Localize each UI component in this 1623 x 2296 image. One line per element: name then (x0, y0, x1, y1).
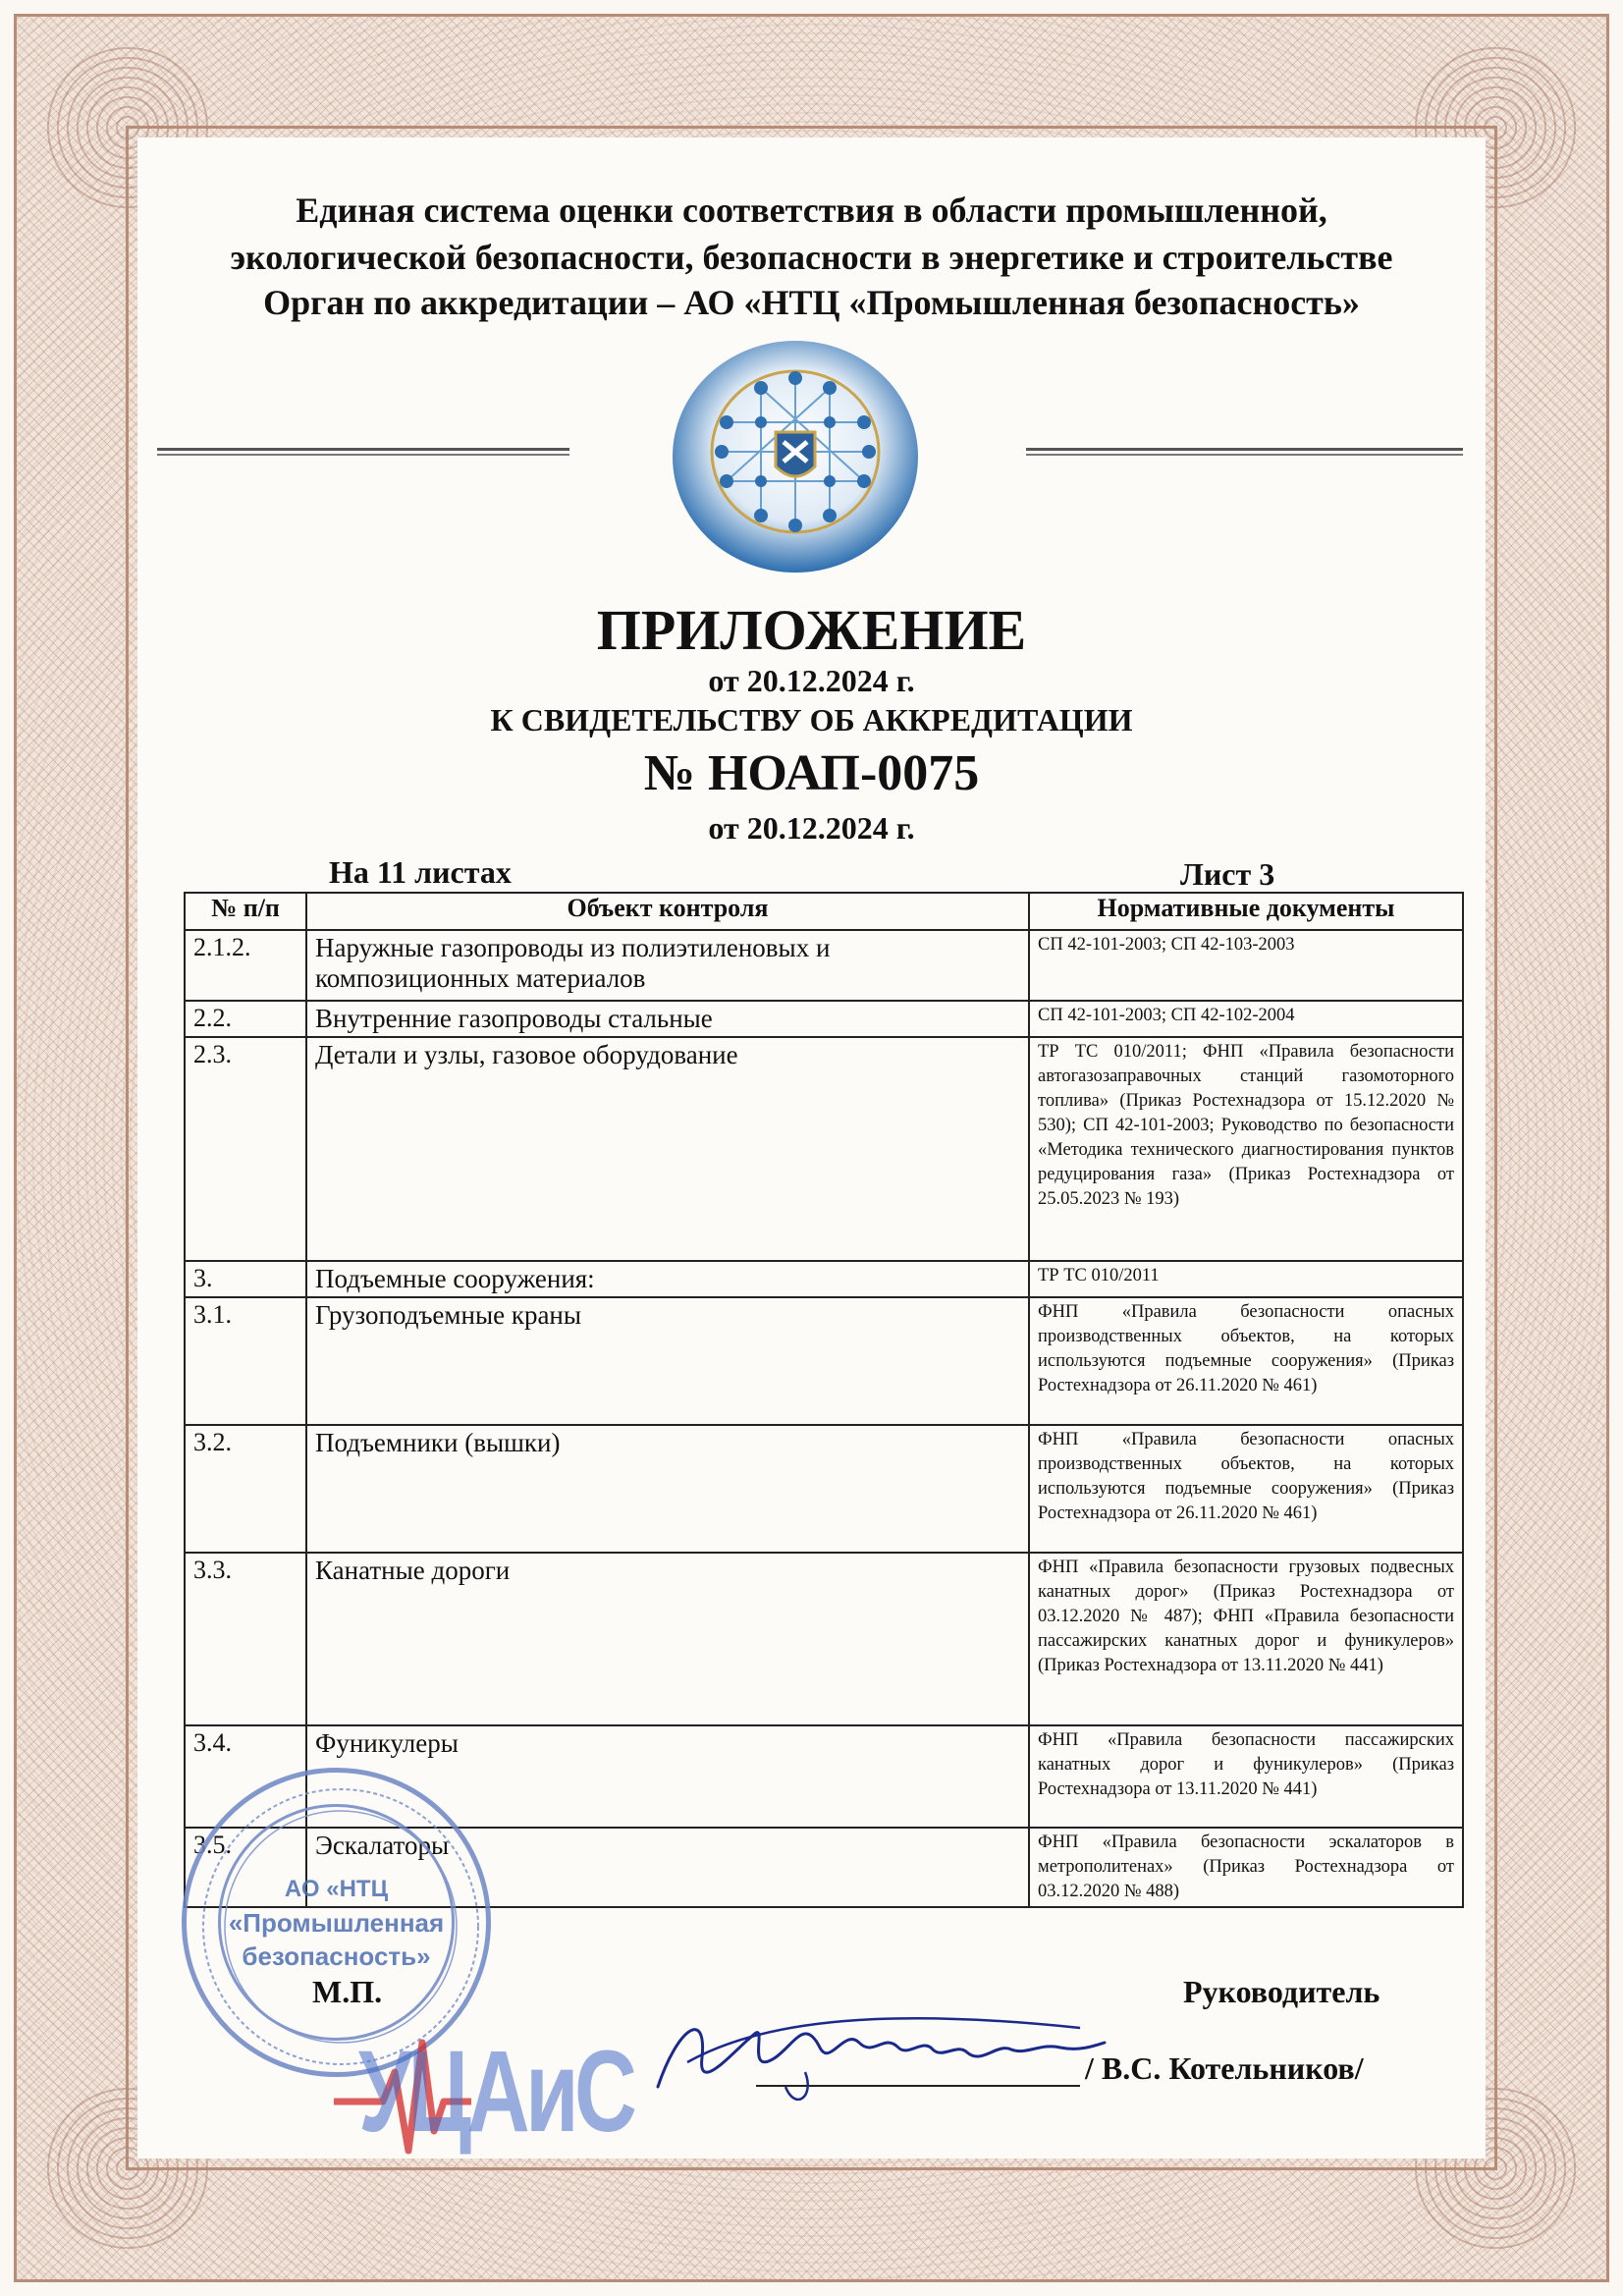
header-line-1: Единая система оценки соответствия в области промышленной, (296, 191, 1327, 230)
regulatory-documents: ФНП «Правила безопасности опасных производственных объектов, на которых используются подъемные сооружения» (Приказ Ростехнадзора от 26.11.2020 № 461) (1029, 1425, 1463, 1553)
row-number: 2.2. (185, 1001, 306, 1037)
control-object: Внутренние газопроводы стальные (306, 1001, 1029, 1037)
regulatory-documents: СП 42-101-2003; СП 42-102-2004 (1029, 1001, 1463, 1037)
table-row (185, 1553, 1463, 1725)
row-number: 2.3. (185, 1037, 306, 1261)
control-object: Наружные газопроводы из полиэтиленовых и композиционных материалов (306, 930, 1029, 1001)
regulatory-documents: ТР ТС 010/2011; ФНП «Правила безопасности автогазозаправочных станций газомоторного топлива» (Приказ Ростехнадзора от 15.12.2020 № 530); СП 42-101-2003; Руководство по безопасности «Методика технического диагностирования пунктов редуцирования газа» (Приказ Ростехнадзора от 25.05.2023 № 193) (1029, 1037, 1463, 1261)
table-row (185, 1001, 1463, 1037)
sheet-number: Лист 3 (1180, 856, 1275, 892)
row-number: 3.3. (185, 1553, 306, 1725)
title-date: от 20.12.2024 г. (708, 663, 915, 698)
control-object: Подъемники (вышки) (306, 1425, 1029, 1553)
control-object: Фуникулеры (306, 1725, 1029, 1828)
accreditation-number: № НОАП-0075 (643, 745, 980, 801)
header-line-2: экологической безопасности, безопасности в энергетике и строительстве (230, 238, 1393, 277)
handwritten-signature (648, 1989, 1109, 2116)
table-row (185, 1425, 1463, 1553)
control-object: Грузоподъемные краны (306, 1297, 1029, 1425)
control-object: Канатные дороги (306, 1553, 1029, 1725)
emblem-logo (668, 334, 923, 579)
row-number: 3.4. (185, 1725, 306, 1828)
header-object: Объект контроля (306, 893, 1029, 930)
seal-place-label: М.П. (312, 1974, 383, 2009)
document-title: ПРИЛОЖЕНИЕ (596, 598, 1027, 662)
row-number: 3. (185, 1261, 306, 1297)
seal-org-line-3: безопасность» (242, 1941, 431, 1971)
table-row (185, 1037, 1463, 1261)
seal-org-line-1: АО «НТЦ (284, 1876, 389, 1902)
header-line-3: Орган по аккредитации – АО «НТЦ «Промышленная безопасность» (263, 283, 1360, 322)
regulatory-documents: ФНП «Правила безопасности опасных производственных объектов, на которых используются подъемные сооружения» (Приказ Ростехнадзора от 26.11.2020 № 461) (1029, 1297, 1463, 1425)
right-decorative-rule (1026, 447, 1463, 459)
regulatory-documents: СП 42-101-2003; СП 42-103-2003 (1029, 930, 1463, 1001)
left-decorative-rule (157, 447, 569, 459)
regulatory-documents: ТР ТС 010/2011 (1029, 1261, 1463, 1297)
total-sheets: На 11 листах (329, 854, 512, 890)
table-row (185, 1297, 1463, 1425)
regulatory-documents: ФНП «Правила безопасности эскалаторов в метрополитенах» (Приказ Ростехнадзора от 03.12.2020 № 488) (1029, 1828, 1463, 1907)
table-row (185, 1261, 1463, 1297)
regulatory-documents: ФНП «Правила безопасности грузовых подвесных канатных дорог» (Приказ Ростехнадзора от 03.12.2020 № 487); ФНП «Правила безопасности пассажирских канатных дорог и фуникулеров» (Приказ Ростехнадзора от 13.11.2020 № 441) (1029, 1553, 1463, 1725)
control-object: Подъемные сооружения: (306, 1261, 1029, 1297)
table-row (185, 930, 1463, 1001)
header-number: № п/п (185, 893, 306, 930)
row-number: 3.1. (185, 1297, 306, 1425)
regulatory-documents: ФНП «Правила безопасности пассажирских канатных дорог и фуникулеров» (Приказ Ростехнадзора от 13.11.2020 № 441) (1029, 1725, 1463, 1828)
ucais-watermark-text: УЦАиС (358, 2027, 633, 2157)
document-subtitle: К СВИДЕТЕЛЬСТВУ ОБ АККРЕДИТАЦИИ (490, 702, 1133, 738)
table-header-row (185, 893, 1463, 930)
header-documents: Нормативные документы (1029, 893, 1463, 930)
control-object: Детали и узлы, газовое оборудование (306, 1037, 1029, 1261)
certificate-date: от 20.12.2024 г. (708, 810, 915, 846)
row-number: 3.2. (185, 1425, 306, 1553)
signatory-role: Руководитель (1183, 1974, 1380, 2009)
accreditation-scope-table (184, 892, 1464, 1908)
control-object: Эскалаторы (306, 1828, 1029, 1907)
seal-org-line-2: «Промышленная (228, 1908, 445, 1938)
signatory-name: / В.С. Котельников/ (1085, 2050, 1364, 2086)
row-number: 2.1.2. (185, 930, 306, 1001)
row-number: 3.5. (185, 1828, 306, 1907)
